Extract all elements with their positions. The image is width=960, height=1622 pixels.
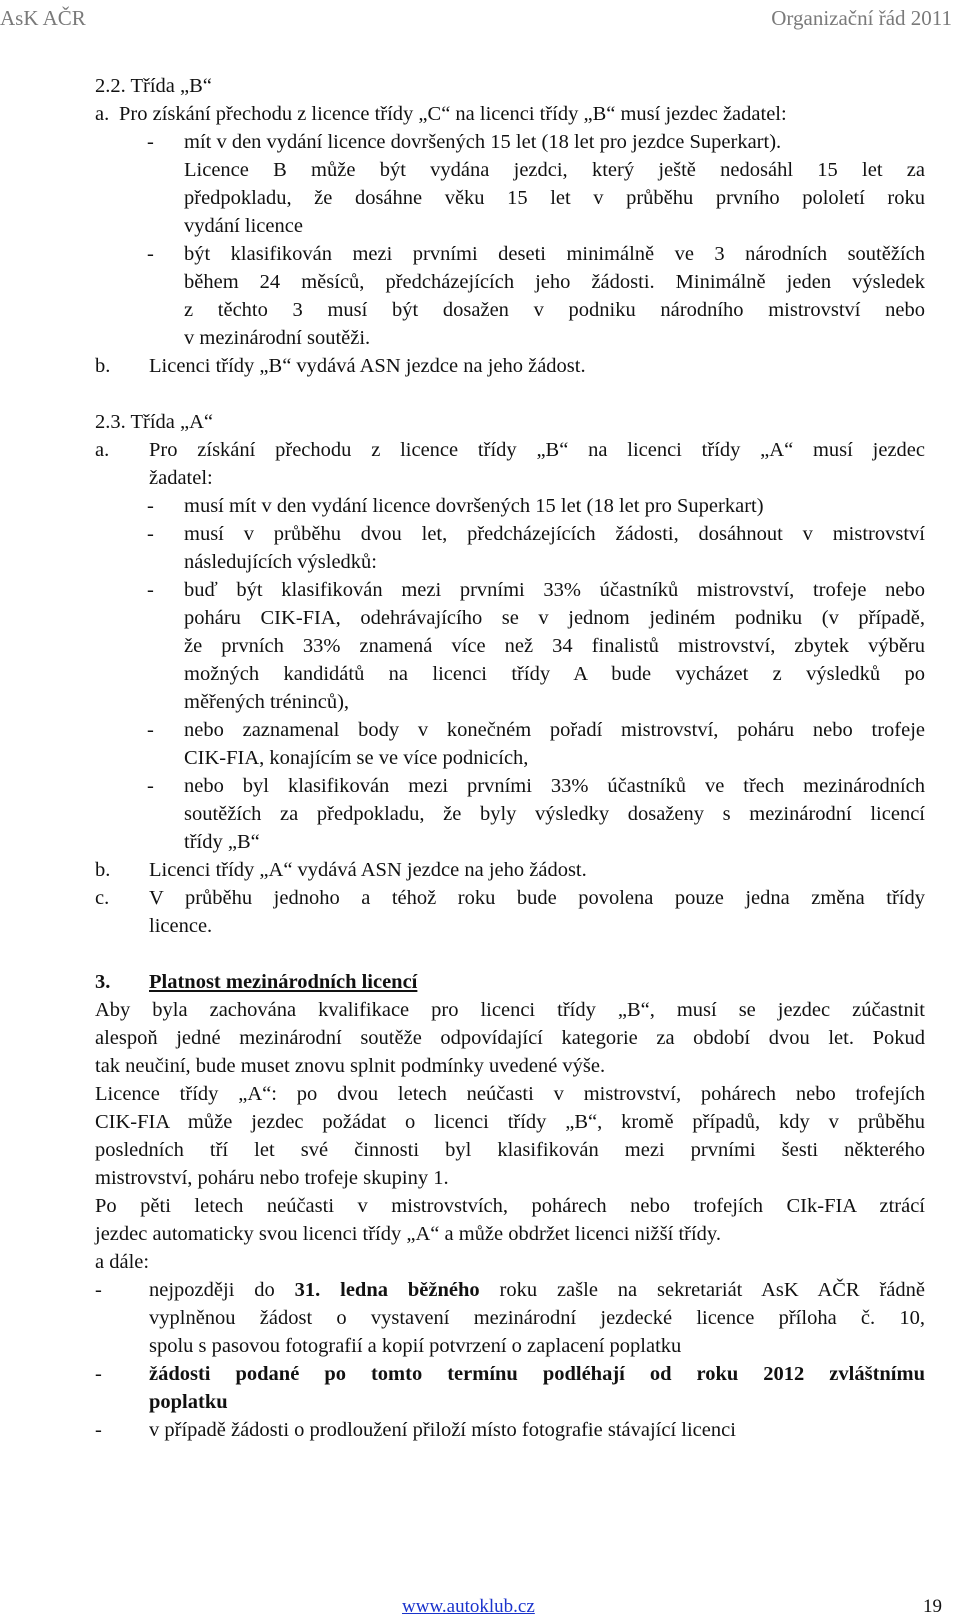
- paragraph-text: posledních tří let své činnosti byl klasifikován mezi prvními šesti některého: [95, 1139, 925, 1161]
- requirement-text: měřených tréninců),: [184, 691, 350, 713]
- paragraph-text: Aby byla zachována kvalifikace pro licenci třídy „B“, musí se jezdec zúčastnit: [95, 999, 925, 1021]
- requirement-text: musí mít v den vydání licence dovršených 15 let (18 let pro Superkart): [184, 495, 764, 517]
- requirement-text: mít v den vydání licence dovršených 15 let (18 let pro jezdce Superkart).: [184, 131, 782, 153]
- requirement-text: CIK-FIA, konajícím se ve více podnicích,: [184, 747, 529, 769]
- paragraph-text: jezdec automaticky svou licenci třídy „A“ a může obdržet licenci nižší třídy.: [95, 1223, 721, 1245]
- requirement-text: následujících výsledků:: [184, 551, 377, 573]
- item-b-text: Licenci třídy „A“ vydává ASN jezdce na jeho žádost.: [149, 859, 587, 881]
- section-heading-2-3: 2.3. Třída „A“: [95, 411, 214, 433]
- section-title-3: Platnost mezinárodních licencí: [149, 971, 418, 993]
- bullet-text-part: roku zašle na sekretariát AsK AČR řádně: [479, 1279, 925, 1301]
- requirement-text: Licence B může být vydána jezdci, který ještě nedosáhl 15 let za: [184, 159, 925, 181]
- footer-website-link[interactable]: www.autoklub.cz: [402, 1596, 535, 1617]
- requirement-text: soutěžích za předpokladu, že byly výsledky dosaženy s mezinárodní licencí: [184, 803, 925, 825]
- requirement-text: nebo byl klasifikován mezi prvními 33% účastníků ve třech mezinárodních: [184, 775, 925, 797]
- item-b-text: Licenci třídy „B“ vydává ASN jezdce na jeho žádost.: [149, 355, 586, 377]
- dash-marker: -: [147, 523, 154, 545]
- requirement-text: být klasifikován mezi prvními deseti minimálně ve 3 národních soutěžích: [184, 243, 925, 265]
- item-label-b: b.: [95, 859, 111, 881]
- dash-marker: -: [147, 719, 154, 741]
- bullet-text: vyplněnou žádost o vystavení mezinárodní jezdecké licence příloha č. 10,: [149, 1307, 925, 1329]
- paragraph-text: tak neučiní, bude muset znovu splnit podmínky uvedené výše.: [95, 1055, 606, 1077]
- paragraph-text: a dále:: [95, 1251, 150, 1273]
- requirement-text: během 24 měsíců, předcházejících jeho žádosti. Minimálně jeden výsledek: [184, 271, 925, 293]
- requirement-text: předpokladu, že dosáhne věku 15 let v průběhu prvního pololetí roku: [184, 187, 925, 209]
- requirement-text: poháru CIK-FIA, odehrávajícího se v jednom jediném podniku (v případě,: [184, 607, 925, 629]
- item-a-text: Pro získání přechodu z licence třídy „C“ na licenci třídy „B“ musí jezdec žadatel:: [119, 103, 787, 125]
- item-label-a: a.: [95, 103, 110, 125]
- requirement-text: z těchto 3 musí být dosažen v podniku národního mistrovství nebo: [184, 299, 925, 321]
- requirement-text: vydání licence: [184, 215, 303, 237]
- header-organization: AsK AČR: [0, 6, 86, 30]
- paragraph-text: CIK-FIA může jezdec požádat o licenci třídy „B“, kromě případů, kdy v průběhu: [95, 1111, 925, 1133]
- item-label-a: a.: [95, 439, 110, 461]
- dash-marker: -: [147, 495, 154, 517]
- dash-marker: -: [147, 579, 154, 601]
- deadline-emphasis: 31. ledna běžného: [294, 1279, 480, 1301]
- item-a-text: Pro získání přechodu z licence třídy „B“ na licenci třídy „A“ musí jezdec: [149, 439, 925, 461]
- dash-marker: -: [95, 1419, 102, 1441]
- dash-marker: -: [147, 131, 154, 153]
- requirement-text: třídy „B“: [184, 831, 260, 853]
- paragraph-text: mistrovství, poháru nebo trofeje skupiny 1.: [95, 1167, 449, 1189]
- bullet-text-bold: žádosti podané po tomto termínu podléhají od roku 2012 zvláštnímu: [149, 1363, 925, 1385]
- dash-marker: -: [147, 775, 154, 797]
- requirement-text: nebo zaznamenal body v konečném pořadí mistrovství, poháru nebo trofeje: [184, 719, 925, 741]
- section-number-3: 3.: [95, 971, 111, 993]
- bullet-text: spolu s pasovou fotografií a kopií potvrzení o zaplacení poplatku: [149, 1335, 682, 1357]
- dash-marker: -: [95, 1279, 102, 1301]
- requirement-text: možných kandidátů na licenci třídy A bude vycházet z výsledků po: [184, 663, 925, 685]
- section-heading-2-2: 2.2. Třída „B“: [95, 75, 212, 97]
- page-number: 19: [923, 1596, 942, 1617]
- item-label-c: c.: [95, 887, 110, 909]
- paragraph-text: alespoň jedné mezinárodní soutěže odpovídající kategorie za období dvou let. Pokud: [95, 1027, 925, 1049]
- paragraph-text: Po pěti letech neúčasti v mistrovstvích, pohárech nebo trofejích CIk-FIA ztrácí: [95, 1195, 925, 1217]
- requirement-text: v mezinárodní soutěži.: [184, 327, 371, 349]
- item-a-text: žadatel:: [149, 467, 213, 489]
- item-c-text: licence.: [149, 915, 213, 937]
- requirement-text: buď být klasifikován mezi prvními 33% účastníků mistrovství, trofeje nebo: [184, 579, 925, 601]
- item-label-b: b.: [95, 355, 111, 377]
- item-c-text: V průběhu jednoho a téhož roku bude povolena pouze jedna změna třídy: [149, 887, 925, 909]
- bullet-text: v případě žádosti o prodloužení přiloží místo fotografie stávající licenci: [149, 1419, 736, 1441]
- requirement-text: že prvních 33% znamená více než 34 finalistů mistrovství, zbytek výběru: [184, 635, 925, 657]
- header-document-title: Organizační řád 2011: [771, 6, 952, 30]
- requirement-text: musí v průběhu dvou let, předcházejících žádosti, dosáhnout v mistrovství: [184, 523, 925, 545]
- bullet-text-part: nejpozději do: [149, 1279, 295, 1301]
- dash-marker: -: [95, 1363, 102, 1385]
- dash-marker: -: [147, 243, 154, 265]
- bullet-text-bold: poplatku: [149, 1391, 228, 1413]
- paragraph-text: Licence třídy „A“: po dvou letech neúčasti v mistrovství, pohárech nebo trofejích: [95, 1083, 925, 1105]
- bullet-text: [149, 1278, 925, 1302]
